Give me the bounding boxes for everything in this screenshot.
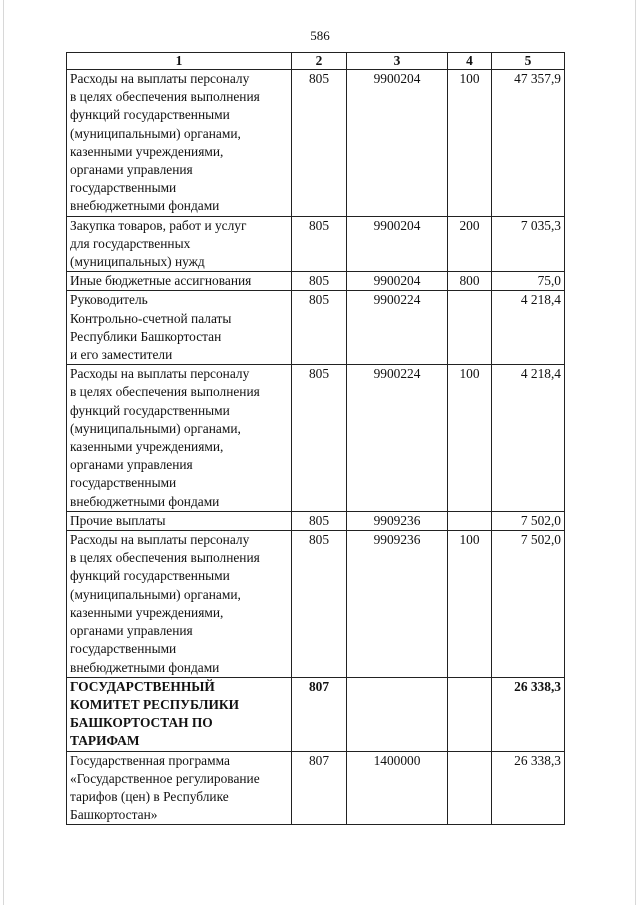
item-name-cell bbox=[67, 291, 292, 365]
item-name-line: и его заместители bbox=[70, 347, 173, 363]
section-cell: 805 bbox=[292, 216, 347, 272]
amount-cell: 4 218,4 bbox=[492, 365, 565, 512]
item-name-line: государственными bbox=[70, 180, 177, 196]
expense-type-cell bbox=[448, 291, 492, 365]
table-row bbox=[67, 531, 565, 678]
expense-type-cell bbox=[448, 751, 492, 825]
item-name-cell bbox=[67, 751, 292, 825]
table-row bbox=[67, 70, 565, 217]
item-name-line: Контрольно-счетной палаты bbox=[70, 310, 232, 326]
item-name-line: внебюджетными фондами bbox=[70, 198, 220, 214]
table-row bbox=[67, 751, 565, 825]
item-name-line: функций государственными bbox=[70, 107, 230, 123]
item-name-line: внебюджетными фондами bbox=[70, 659, 220, 675]
amount-cell: 75,0 bbox=[492, 272, 565, 291]
item-name-line: органами управления bbox=[70, 457, 193, 473]
item-name-line: органами управления bbox=[70, 623, 193, 639]
section-cell: 805 bbox=[292, 531, 347, 678]
target-article-cell: 9909236 bbox=[347, 511, 448, 530]
header-col-2: 2 bbox=[292, 53, 347, 70]
header-col-1: 1 bbox=[67, 53, 292, 70]
expense-type-cell bbox=[448, 677, 492, 751]
expense-type-cell: 100 bbox=[448, 70, 492, 217]
item-name-line: в целях обеспечения выполнения bbox=[70, 550, 260, 566]
table-body bbox=[67, 70, 565, 825]
item-name-line: Расходы на выплаты персоналу bbox=[70, 71, 250, 86]
item-name-line: БАШКОРТОСТАН ПО bbox=[70, 715, 213, 731]
item-name-line: для государственных bbox=[70, 235, 191, 251]
page-number: 586 bbox=[310, 28, 330, 43]
item-name-line: КОМИТЕТ РЕСПУБЛИКИ bbox=[70, 696, 240, 712]
item-name-cell bbox=[67, 70, 292, 217]
amount-cell: 47 357,9 bbox=[492, 70, 565, 217]
item-name-line: Расходы на выплаты персоналу bbox=[70, 366, 250, 382]
item-name-line: государственными bbox=[70, 475, 177, 491]
expense-type-cell: 100 bbox=[448, 365, 492, 512]
target-article-cell: 9900204 bbox=[347, 70, 448, 217]
item-name-line: ТАРИФАМ bbox=[70, 733, 140, 749]
target-article-cell: 9900204 bbox=[347, 272, 448, 291]
item-name-line: ГОСУДАРСТВЕННЫЙ bbox=[70, 678, 215, 694]
item-name-line: Руководитель bbox=[70, 292, 148, 308]
item-name-line: органами управления bbox=[70, 162, 193, 178]
header-col-4: 4 bbox=[448, 53, 492, 70]
item-name-cell bbox=[67, 216, 292, 272]
target-article-cell: 9900224 bbox=[347, 291, 448, 365]
item-name-cell bbox=[67, 677, 292, 751]
section-cell: 805 bbox=[292, 272, 347, 291]
header-col-5: 5 bbox=[492, 53, 565, 70]
amount-cell: 7 502,0 bbox=[492, 511, 565, 530]
amount-cell: 26 338,3 bbox=[492, 677, 565, 751]
target-article-cell: 1400000 bbox=[347, 751, 448, 825]
section-cell: 805 bbox=[292, 291, 347, 365]
item-name-line: Иные бюджетные ассигнования bbox=[70, 273, 252, 289]
item-name-cell bbox=[67, 531, 292, 678]
section-cell: 807 bbox=[292, 677, 347, 751]
target-article-cell bbox=[347, 677, 448, 751]
section-cell: 805 bbox=[292, 70, 347, 217]
item-name-line: государственными bbox=[70, 641, 177, 657]
header-col-3: 3 bbox=[347, 53, 448, 70]
item-name-line: казенными учреждениями, bbox=[70, 143, 224, 159]
scan-edge-left bbox=[3, 0, 4, 905]
item-name-line: функций государственными bbox=[70, 568, 230, 584]
item-name-line: Государственная программа bbox=[70, 752, 230, 768]
item-name-line: казенными учреждениями, bbox=[70, 604, 224, 620]
item-name-cell bbox=[67, 511, 292, 530]
table-row bbox=[67, 216, 565, 272]
item-name-cell bbox=[67, 272, 292, 291]
amount-cell: 7 502,0 bbox=[492, 531, 565, 678]
amount-cell: 7 035,3 bbox=[492, 216, 565, 272]
item-name-line: Закупка товаров, работ и услуг bbox=[70, 217, 247, 233]
item-name-line: Башкортостан» bbox=[70, 807, 158, 823]
item-name-cell bbox=[67, 365, 292, 512]
expense-type-cell: 800 bbox=[448, 272, 492, 291]
section-cell: 805 bbox=[292, 365, 347, 512]
target-article-cell: 9900204 bbox=[347, 216, 448, 272]
item-name-line: Прочие выплаты bbox=[70, 512, 166, 528]
item-name-line: функций государственными bbox=[70, 402, 230, 418]
item-name-line: в целях обеспечения выполнения bbox=[70, 384, 260, 400]
item-name-line: (муниципальных) нужд bbox=[70, 254, 205, 270]
section-cell: 807 bbox=[292, 751, 347, 825]
item-name-line: (муниципальными) органами, bbox=[70, 125, 241, 141]
item-name-line: Расходы на выплаты персоналу bbox=[70, 532, 250, 548]
item-name-line: Республики Башкортостан bbox=[70, 328, 222, 344]
amount-cell: 26 338,3 bbox=[492, 751, 565, 825]
table-row bbox=[67, 677, 565, 751]
item-name-line: (муниципальными) органами, bbox=[70, 420, 241, 436]
item-name-line: (муниципальными) органами, bbox=[70, 586, 241, 602]
table-row bbox=[67, 365, 565, 512]
section-cell: 805 bbox=[292, 511, 347, 530]
item-name-line: «Государственное регулирование bbox=[70, 770, 260, 786]
table-row bbox=[67, 272, 565, 291]
expense-type-cell bbox=[448, 511, 492, 530]
scan-edge-right bbox=[635, 0, 636, 905]
budget-table bbox=[66, 52, 565, 825]
target-article-cell: 9900224 bbox=[347, 365, 448, 512]
item-name-line: внебюджетными фондами bbox=[70, 493, 220, 509]
expense-type-cell: 200 bbox=[448, 216, 492, 272]
table-row bbox=[67, 291, 565, 365]
item-name-line: тарифов (цен) в Республике bbox=[70, 788, 229, 804]
item-name-line: казенными учреждениями, bbox=[70, 439, 224, 455]
table-header-row bbox=[67, 53, 565, 70]
target-article-cell: 9909236 bbox=[347, 531, 448, 678]
expense-type-cell: 100 bbox=[448, 531, 492, 678]
table-row bbox=[67, 511, 565, 530]
amount-cell: 4 218,4 bbox=[492, 291, 565, 365]
item-name-line: в целях обеспечения выполнения bbox=[70, 89, 260, 105]
